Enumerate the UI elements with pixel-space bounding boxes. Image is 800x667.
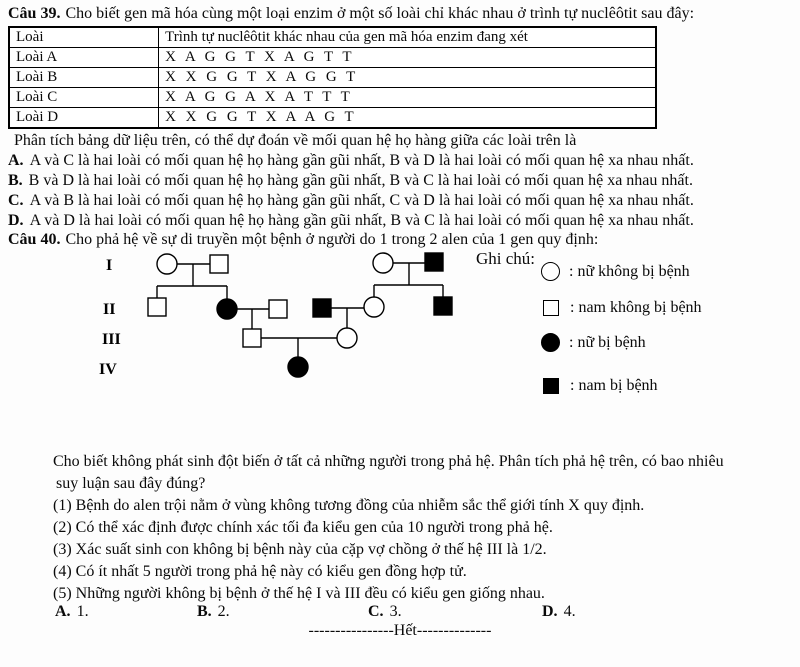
legend-row-affected-female bbox=[541, 333, 646, 352]
answer-d-value: 4. bbox=[563, 603, 576, 620]
answer-b-value: 2. bbox=[217, 603, 230, 620]
pedigree-member-I-1-female-unaffected bbox=[157, 254, 177, 274]
pedigree-member-II-4-male-affected bbox=[313, 299, 331, 317]
q40-question-line2: suy luận sau đây đúng? bbox=[56, 475, 206, 492]
answer-c-label: C. bbox=[368, 603, 384, 620]
header-cell-sequence: Trình tự nuclêôtit khác nhau của gen mã hóa enzim đang xét bbox=[159, 27, 656, 48]
circle-empty-icon bbox=[541, 262, 560, 281]
q40-answer-a bbox=[55, 603, 89, 621]
q39-option-a bbox=[8, 151, 694, 171]
legend-row-unaffected-female bbox=[541, 262, 690, 281]
species-cell: Loài A bbox=[9, 48, 159, 68]
option-b-label: B. bbox=[8, 172, 23, 189]
pedigree-member-I-2-male-unaffected bbox=[210, 255, 228, 273]
option-c-text: A và B là hai loài có mối quan hệ họ hàng gần gũi nhất, C và D là hai loài có mối quan hệ xa nhau nhất. bbox=[29, 192, 694, 209]
q39-option-b bbox=[8, 171, 693, 191]
pedigree-member-I-3-female-unaffected bbox=[373, 253, 393, 273]
answer-c-value: 3. bbox=[389, 603, 402, 620]
legend-label: : nữ không bị bệnh bbox=[569, 262, 690, 280]
generation-label-III: III bbox=[102, 331, 121, 348]
q39-intro-text: Cho biết gen mã hóa cùng một loại enzim ở một số loài chỉ khác nhau ở trình tự nuclêôtit sau đây: bbox=[65, 5, 695, 22]
option-d-label: D. bbox=[8, 212, 24, 229]
legend-row-affected-male bbox=[541, 377, 658, 395]
generation-label-II: II bbox=[103, 301, 116, 318]
pedigree-lines bbox=[157, 263, 443, 357]
header-cell-species: Loài bbox=[9, 27, 159, 48]
species-cell: Loài B bbox=[9, 68, 159, 88]
species-cell: Loài C bbox=[9, 88, 159, 108]
q40-statement-5: (5) Những người không bị bệnh ở thế hệ I và III đều có kiểu gen giống nhau. bbox=[53, 585, 545, 602]
answer-d-label: D. bbox=[542, 603, 558, 620]
pedigree-member-IV-1-female-affected bbox=[288, 357, 308, 377]
q40-statement-2: (2) Có thể xác định được chính xác tối đa kiểu gen của 10 người trong phả hệ. bbox=[53, 519, 553, 536]
sequence-cell: X A G G A X A T T T bbox=[159, 88, 656, 108]
pedigree-member-II-2-female-affected bbox=[217, 299, 237, 319]
option-d-text: A và D là hai loài có mối quan hệ họ hàng gần gũi nhất, B và C là hai loài có mối quan hệ xa nhau nhất. bbox=[29, 212, 694, 229]
generation-label-I: I bbox=[106, 257, 113, 274]
pedigree-member-II-1-male-unaffected bbox=[148, 298, 166, 316]
q40-statement-1: (1) Bệnh do alen trội nằm ở vùng không tương đồng của nhiễm sắc thể giới tính X quy định. bbox=[53, 497, 645, 514]
pedigree-member-III-1-male-unaffected bbox=[243, 329, 261, 347]
q40-statement-3: (3) Xác suất sinh con không bị bệnh này của cặp vợ chồng ở thế hệ III là 1/2. bbox=[53, 541, 547, 558]
q39-number: Câu 39. bbox=[8, 5, 61, 22]
pedigree-member-I-4-male-affected bbox=[425, 253, 443, 271]
end-marker: ----------------Hết-------------- bbox=[308, 622, 492, 639]
legend-label: : nữ bị bệnh bbox=[569, 333, 646, 351]
option-c-label: C. bbox=[8, 192, 24, 209]
option-a-label: A. bbox=[8, 152, 24, 169]
table-row bbox=[9, 108, 656, 129]
square-empty-icon bbox=[543, 300, 559, 316]
q40-statement-4: (4) Có ít nhất 5 người trong phả hệ này có kiểu gen đồng hợp tử. bbox=[53, 563, 467, 580]
q39-option-d bbox=[8, 211, 694, 231]
legend-title: Ghi chú: bbox=[476, 249, 536, 268]
q40-number: Câu 40. bbox=[8, 231, 61, 248]
option-a-text: A và C là hai loài có mối quan hệ họ hàng gần gũi nhất, B và D là hai loài có mối quan hệ xa nhau nhất. bbox=[29, 152, 694, 169]
pedigree-member-II-5-female-unaffected bbox=[364, 297, 384, 317]
sequence-cell: X A G G T X A G T T bbox=[159, 48, 656, 68]
answer-a-value: 1. bbox=[76, 603, 89, 620]
pedigree-member-III-2-female-unaffected bbox=[337, 328, 357, 348]
q40-answer-d bbox=[542, 603, 576, 621]
answer-a-label: A. bbox=[55, 603, 71, 620]
q40-answer-c bbox=[368, 603, 402, 621]
q40-intro-text: Cho phả hệ về sự di truyền một bệnh ở người do 1 trong 2 alen của 1 gen quy định: bbox=[65, 231, 599, 248]
square-filled-icon bbox=[543, 378, 559, 394]
q39-heading bbox=[8, 4, 694, 24]
q39-question: Phân tích bảng dữ liệu trên, có thể dự đoán về mối quan hệ họ hàng giữa các loài trên là bbox=[14, 132, 577, 149]
table-row bbox=[9, 88, 656, 108]
generation-label-IV: IV bbox=[99, 361, 117, 378]
table-header-row bbox=[9, 27, 656, 48]
legend-label: : nam bị bệnh bbox=[570, 377, 658, 394]
sequence-cell: X X G G T X A G G T bbox=[159, 68, 656, 88]
answer-b-label: B. bbox=[197, 603, 212, 620]
pedigree-member-II-6-male-affected bbox=[434, 297, 452, 315]
table-row bbox=[9, 48, 656, 68]
sequence-cell: X X G G T X A A G T bbox=[159, 108, 656, 129]
circle-filled-icon bbox=[541, 333, 560, 352]
table-row bbox=[9, 68, 656, 88]
species-cell: Loài D bbox=[9, 108, 159, 129]
q39-sequence-table bbox=[8, 26, 657, 129]
q40-question-line1: Cho biết không phát sinh đột biến ở tất cả những người trong phả hệ. Phân tích phả hệ trên, có bao nhiêu bbox=[53, 453, 724, 470]
q39-option-c bbox=[8, 191, 694, 211]
legend-label: : nam không bị bệnh bbox=[570, 299, 702, 316]
q40-answer-b bbox=[197, 603, 230, 621]
pedigree-member-II-3-male-unaffected bbox=[269, 300, 287, 318]
option-b-text: B và D là hai loài có mối quan hệ họ hàng gần gũi nhất, B và C là hai loài có mối quan hệ xa nhau nhất. bbox=[28, 172, 693, 189]
legend-row-unaffected-male bbox=[541, 299, 702, 317]
